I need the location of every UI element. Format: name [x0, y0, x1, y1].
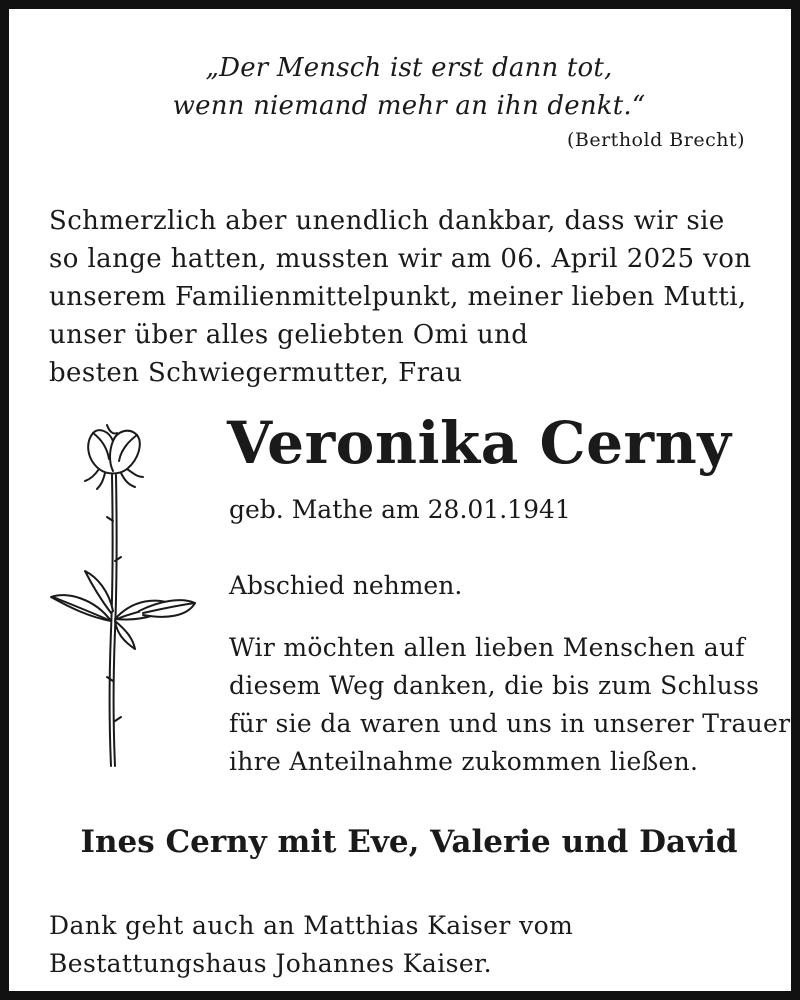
footer-thanks — [49, 907, 573, 983]
quote-author: (Berthold Brecht) — [566, 129, 745, 151]
intro-line-5: besten Schwiegermutter, Frau — [49, 358, 463, 388]
thanks-line-3: für sie da waren und uns in unserer Trauer — [229, 709, 791, 738]
intro-line-1: Schmerzlich aber unendlich dankbar, dass wir sie — [49, 206, 725, 236]
footer-line-1: Dank geht auch an Matthias Kaiser vom — [49, 911, 574, 940]
intro-line-2: so lange hatten, mussten wir am 06. April 2025 von — [49, 244, 752, 274]
footer-line-2: Bestattungshaus Johannes Kaiser. — [49, 949, 492, 978]
thanks-line-2: diesem Weg danken, die bis zum Schluss — [229, 671, 760, 700]
thanks-text — [229, 629, 790, 781]
quote-line-1: „Der Mensch ist erst dann tot, — [205, 53, 613, 83]
rose-icon — [47, 421, 207, 781]
thanks-line-1: Wir möchten allen lieben Menschen auf — [229, 633, 745, 662]
intro-line-4: unser über alles geliebten Omi und — [49, 320, 529, 350]
birth-info: geb. Mathe am 28.01.1941 — [229, 495, 571, 524]
family-signature: Ines Cerny mit Eve, Valerie und David — [80, 824, 738, 860]
intro-line-3: unserem Familienmittelpunkt, meiner lieben Mutti, — [49, 282, 747, 312]
quote-line-2: wenn niemand mehr an ihn denkt.“ — [172, 91, 646, 121]
thanks-line-4: ihre Anteilnahme zukommen ließen. — [229, 747, 699, 776]
quote — [9, 49, 800, 125]
intro-text — [49, 202, 752, 392]
farewell-text: Abschied nehmen. — [229, 571, 463, 600]
deceased-name: Veronika Cerny — [227, 409, 732, 477]
